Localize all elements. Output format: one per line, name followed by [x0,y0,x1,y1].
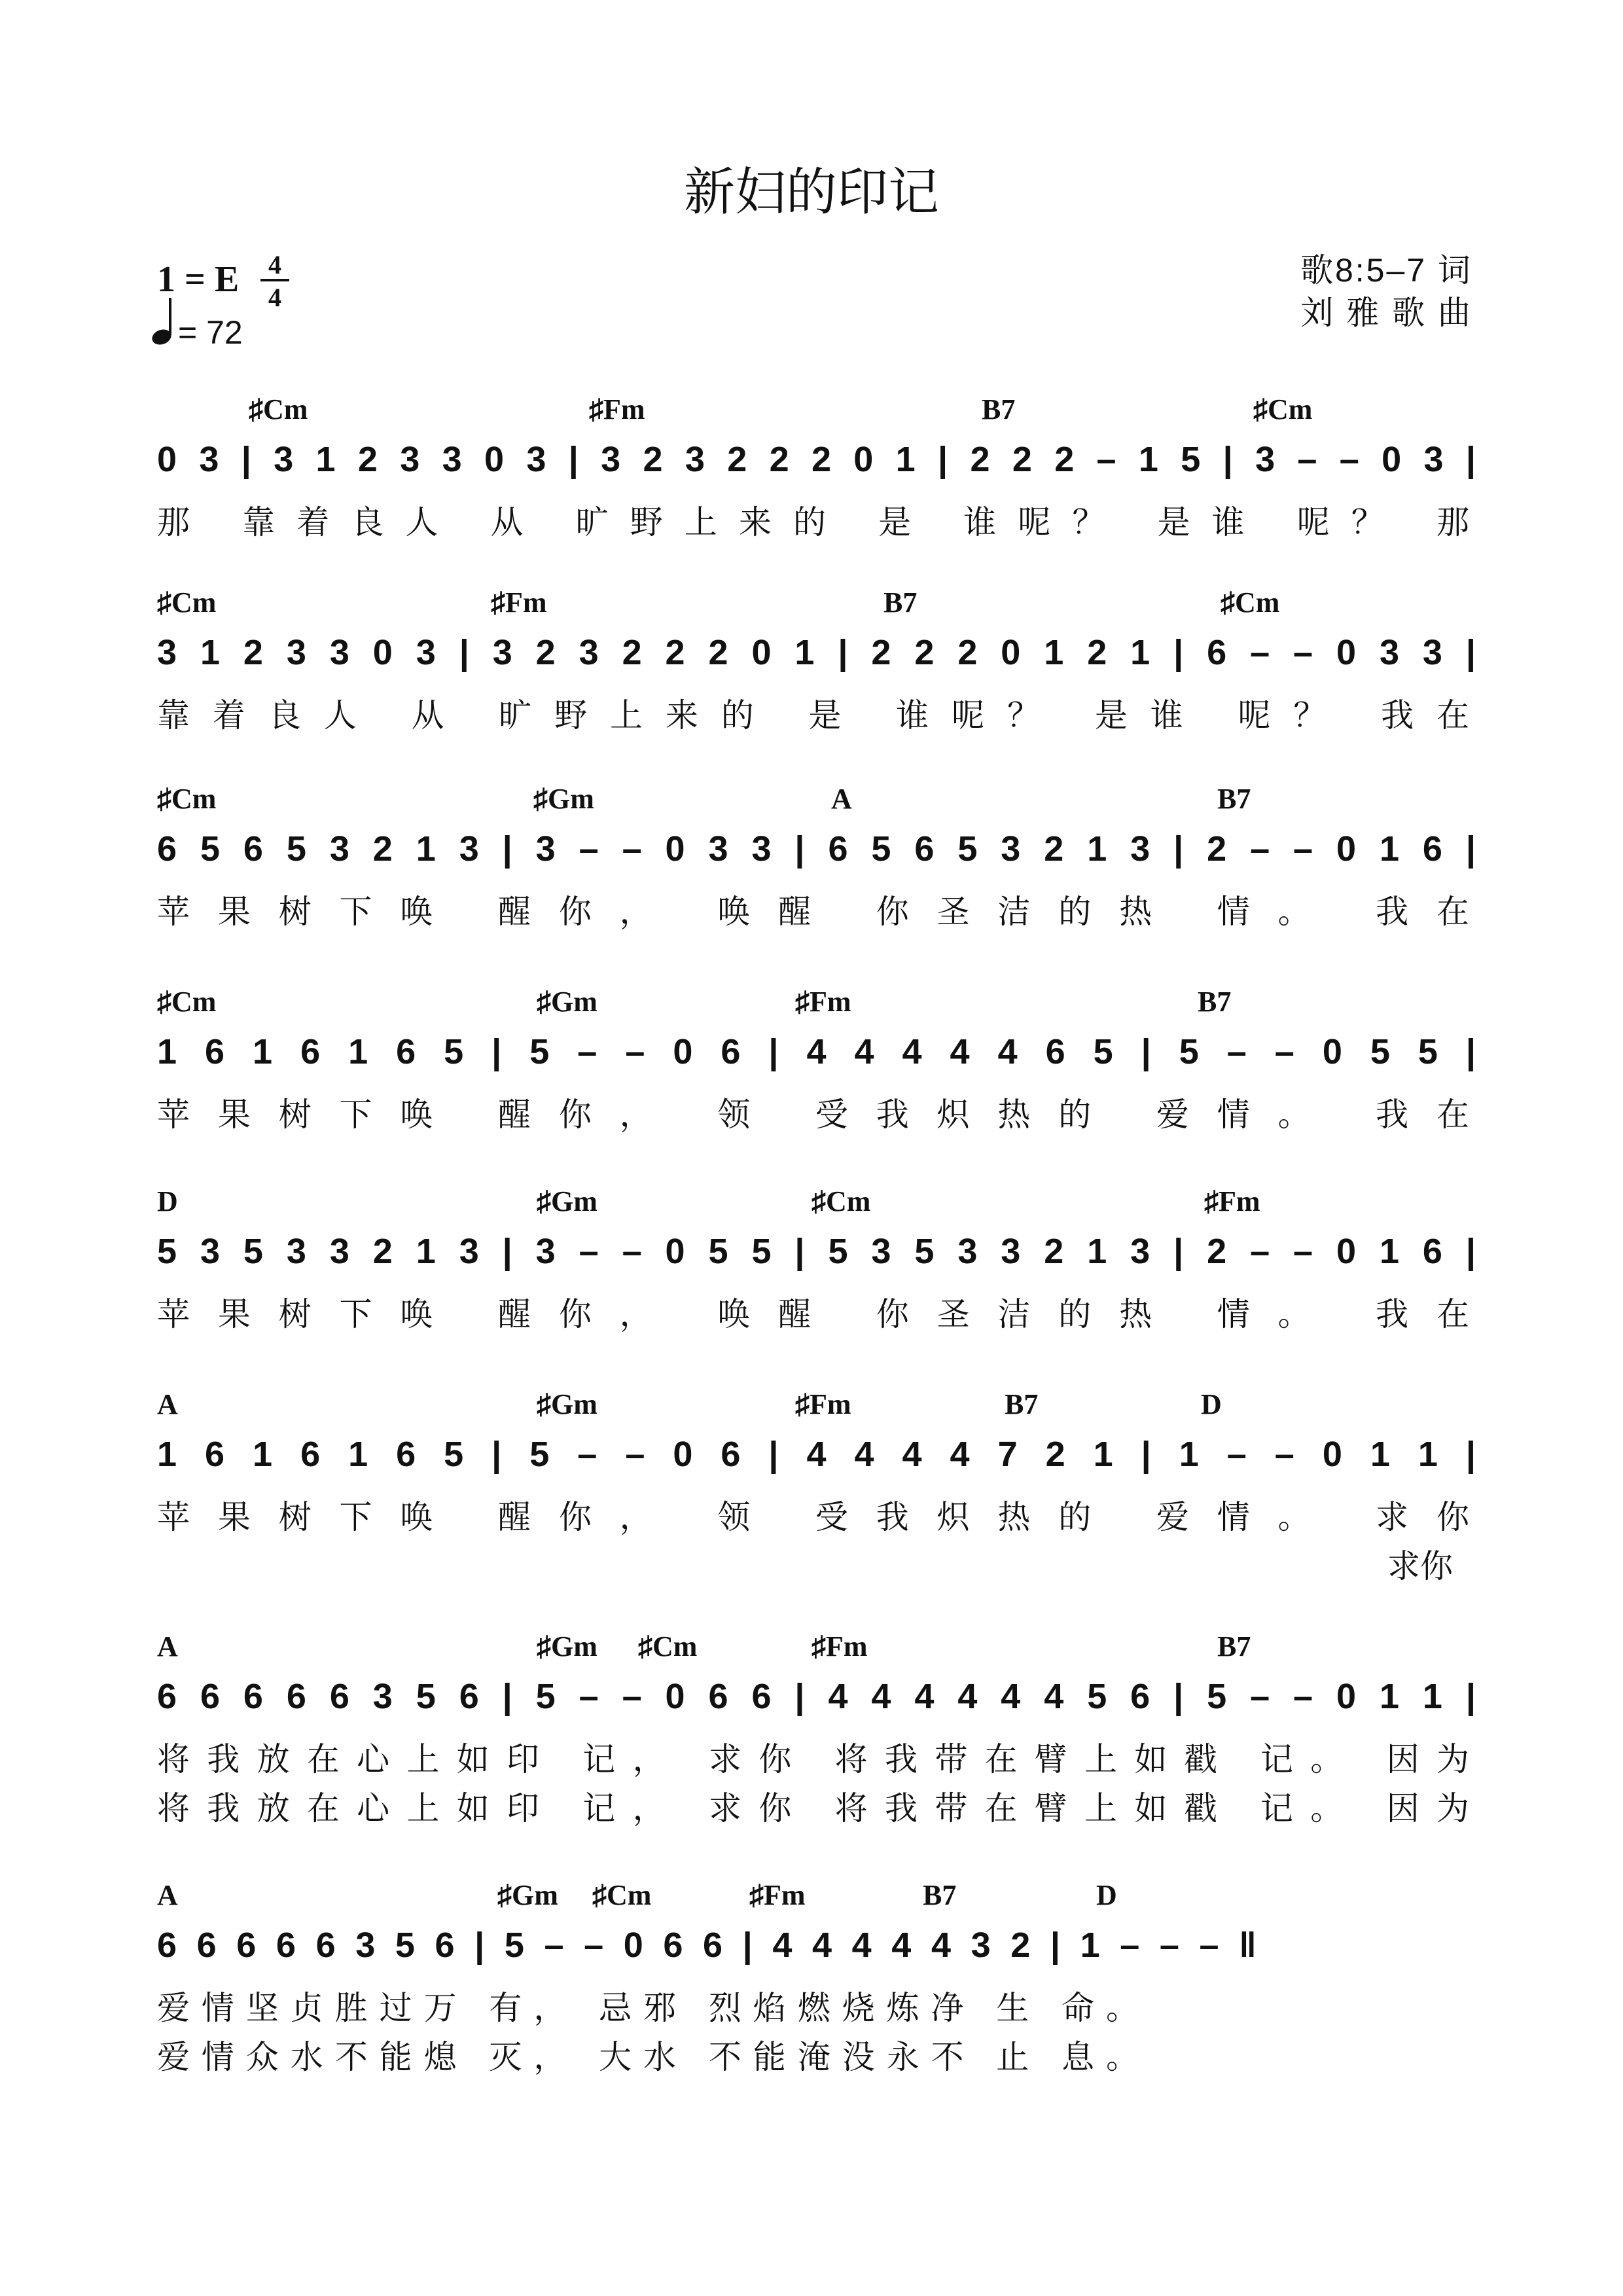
chord-symbol: ♯Cm [812,1185,871,1217]
score-system [157,783,1476,930]
lyric-line: 将我放在心上如印 记， 求你 将我带在臂上如戳 记。 因为 [157,1790,1469,1827]
lyric-line: 苹果树下唤 醒你， 唤醒 你圣洁的热 情。 我在 [157,1296,1469,1333]
notation-line: 1 6 1 6 1 6 5 | 5 – – 0 6 | 4 4 4 4 4 6 5 | 5 – – 0 5 5 | [157,1032,1476,1071]
notation-line: 6 6 6 6 6 3 5 6 | 5 – – 0 6 6 | 4 4 4 4 4 4 5 6 | 5 – – 0 1 1 | [157,1677,1476,1716]
tempo-marking: = 72 [178,314,243,351]
chord-symbol: ♯Cm [157,986,217,1018]
chord-symbol: ♯Gm [537,1630,597,1662]
chord-symbol: ♯Fm [589,393,645,425]
time-signature-top: 4 [268,250,281,279]
chord-symbol: ♯Gm [533,783,594,815]
lyric-line: 爱情坚贞胜过万 有， 忌邪 烈焰燃烧炼净 生 命。 [157,1990,1139,2026]
chord-symbol: ♯Cm [157,783,217,815]
chord-symbol: D [157,1185,178,1217]
score-systems [157,393,1476,2075]
chord-symbol: ♯Fm [812,1630,868,1662]
chord-symbol: ♯Fm [795,986,851,1018]
score-system [157,1185,1476,1333]
notation-line: 0 3 | 3 1 2 3 3 0 3 | 3 2 3 2 2 2 0 1 | 2 2 2 – 1 5 | 3 – – 0 3 | [157,440,1476,479]
score-system [157,1630,1476,1827]
chord-symbol: A [157,1630,178,1662]
notation-line: 5 3 5 3 3 2 1 3 | 3 – – 0 5 5 | 5 3 5 3 3 2 1 3 | 2 – – 0 1 6 | [157,1232,1476,1271]
chord-symbol: ♯Cm [592,1879,652,1911]
lyric-line: 爱情众水不能熄 灭， 大水 不能淹没永不 止 息。 [157,2039,1139,2075]
song-title: 新妇的印记 [683,163,940,221]
chord-symbol: ♯Cm [638,1630,698,1662]
chord-symbol: B7 [1198,986,1232,1018]
score-system [157,1388,1476,1585]
chord-symbol: B7 [1217,783,1251,815]
lyricist-credit: 歌8:5–7 词 [1300,252,1472,289]
chord-symbol: A [831,783,852,815]
composer-credit: 刘 雅 歌 曲 [1300,295,1472,331]
chord-symbol: A [157,1879,178,1911]
chord-symbol: B7 [1217,1630,1251,1662]
score-system [157,586,1476,734]
lyric-line: 苹果树下唤 醒你， 领 受我炽热的 爱情。 求你 [157,1499,1469,1535]
time-signature-bottom: 4 [268,283,281,312]
chord-symbol: ♯Fm [795,1388,851,1420]
chord-symbol: D [1201,1388,1222,1420]
chord-symbol: ♯Gm [537,1185,597,1217]
score-system [157,986,1476,1133]
chord-symbol: ♯Fm [491,586,547,619]
chord-symbol: B7 [982,393,1016,425]
chord-symbol: ♯Cm [1221,586,1280,619]
chord-symbol: B7 [1005,1388,1039,1420]
lyric-line: 将我放在心上如印 记， 求你 将我带在臂上如戳 记。 因为 [157,1741,1469,1778]
chord-symbol: B7 [883,586,918,619]
score-system [157,1879,1257,2075]
lyric-line: 那 靠着良人 从 旷野上来的 是 谁呢？ 是谁 呢？ 那 [157,504,1470,541]
lyric-line: 苹果树下唤 醒你， 领 受我炽热的 爱情。 我在 [157,1096,1469,1133]
lyric-line: 靠着良人 从 旷野上来的 是 谁呢？ 是谁 呢？ 我在 [157,697,1469,734]
chord-symbol: ♯Cm [157,586,217,619]
chord-symbol: ♯Gm [537,1388,597,1420]
lyric-line: 苹果树下唤 醒你， 唤醒 你圣洁的热 情。 我在 [157,893,1469,930]
key-signature: 1 = E [157,259,240,300]
quarter-note-icon [150,298,173,347]
notation-line: 1 6 1 6 1 6 5 | 5 – – 0 6 | 4 4 4 4 7 2 1 | 1 – – 0 1 1 | [157,1435,1476,1474]
chord-symbol: D [1096,1879,1117,1911]
lyric-line: 求你 [1387,1548,1453,1585]
chord-symbol: ♯Cm [1253,393,1313,425]
notation-line: 6 6 6 6 6 3 5 6 | 5 – – 0 6 6 | 4 4 4 4 4 3 2 | 1 – – – ‖ [157,1926,1257,1965]
chord-symbol: ♯Fm [1204,1185,1260,1217]
notation-line: 6 5 6 5 3 2 1 3 | 3 – – 0 3 3 | 6 5 6 5 3 2 1 3 | 2 – – 0 1 6 | [157,829,1476,869]
chord-symbol: ♯Gm [497,1879,558,1911]
chord-symbol: A [157,1388,178,1420]
chord-symbol: ♯Gm [537,986,597,1018]
chord-symbol: ♯Cm [249,393,308,425]
notation-line: 3 1 2 3 3 0 3 | 3 2 3 2 2 2 0 1 | 2 2 2 0 1 2 1 | 6 – – 0 3 3 | [157,633,1476,672]
chord-symbol: ♯Fm [749,1879,806,1911]
chord-symbol: B7 [923,1879,957,1911]
score-system [157,393,1476,541]
